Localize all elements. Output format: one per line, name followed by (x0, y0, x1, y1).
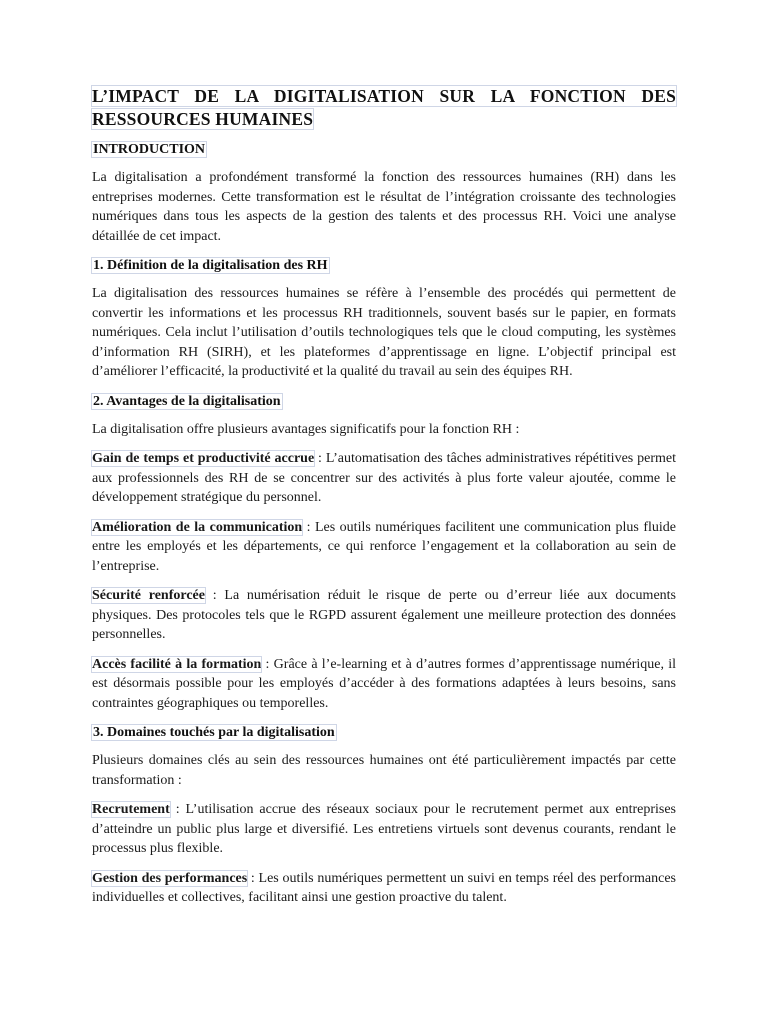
section-1-heading-text: 1. Définition de la digitalisation des RH (93, 258, 328, 273)
section-3-intro: Plusieurs domaines clés au sein des ressources humaines ont été particulièrement impactés par cette transformation : (92, 753, 676, 788)
introduction-paragraph: La digitalisation a profondément transformé la fonction des ressources humaines (RH) dans les entreprises modernes. Cette transformation est le résultat de l’intégration croissante des technologies numériques dans tous les aspects de la gestion des talents et des processus RH. Voici une analyse détaillée de cet impact. (92, 170, 676, 244)
advantage-text: : Grâce à l’e-learning et à d’autres formes d’apprentissage numérique, il est désormais possible pour les employés d’accéder à des formations adaptées à leurs besoins, sans contraintes géographiques ou temporelles. (92, 656, 676, 711)
section-3-heading (92, 723, 676, 742)
introduction-heading-text: INTRODUCTION (93, 142, 206, 157)
advantage-text: : La numérisation réduit le risque de perte ou d’erreur liée aux documents physiques. Des protocoles tels que le RGPD assurent également une meilleure protection des données personnelles. (92, 588, 676, 642)
advantage-text: : Les outils numériques facilitent une communication plus fluide entre les employés et les départements, ce qui renforce l’engagement et la collaboration au sein de l’entreprise. (92, 519, 676, 574)
section-2-intro: La digitalisation offre plusieurs avantages significatifs pour la fonction RH : (92, 421, 520, 437)
domain-term: Recrutement (92, 802, 170, 817)
advantage-item (92, 449, 676, 508)
section-3-heading-text: 3. Domaines touchés par la digitalisation (93, 725, 335, 740)
advantage-term: Amélioration de la communication (92, 519, 303, 535)
domain-item (92, 800, 676, 859)
introduction-heading (92, 140, 676, 159)
section-1-paragraph: La digitalisation des ressources humaines se réfère à l’ensemble des procédés qui permettent de convertir les informations et les processus RH traditionnels, souvent basés sur le papier, en formats numériques. Cela inclut l’utilisation d’outils technologiques tels que le cloud computing, les systèmes d’information RH (SIRH), et les plateformes d’apprentissage en ligne. L’objectif principal est d’améliorer l’efficacité, la productivité et la qualité du travail au sein des équipes RH. (92, 286, 676, 379)
document-title-text: L’IMPACT DE LA DIGITALISATION SUR LA FONCTION DES RESSOURCES HUMAINES (92, 86, 676, 129)
domain-item (92, 869, 676, 908)
section-1-heading (92, 256, 676, 275)
section-2-heading (92, 392, 676, 411)
advantage-item (92, 655, 676, 714)
advantage-term: Gain de temps et productivité accrue (92, 451, 315, 466)
domain-text: : L’utilisation accrue des réseaux sociaux pour le recrutement permet aux entreprises d’atteindre un public plus large et diversifié. Les entretiens virtuels sont devenus courants, rendant le processus plus flexible. (92, 802, 676, 856)
document-title (92, 85, 676, 131)
advantage-item (92, 586, 676, 645)
advantage-item (92, 518, 676, 577)
advantage-term: Sécurité renforcée (92, 588, 205, 603)
advantage-term: Accès facilité à la formation (92, 656, 262, 672)
section-2-heading-text: 2. Avantages de la digitalisation (93, 393, 281, 409)
domain-text: : Les outils numériques permettent un suivi en temps réel des performances individuelles et collectives, facilitant ainsi une gestion proactive du talent. (92, 870, 676, 905)
domain-term: Gestion des performances (92, 870, 248, 886)
advantage-text: : L’automatisation des tâches administratives répétitives permet aux professionnels des RH de se concentrer sur des activités à plus forte valeur ajoutée, comme le développement stratégique du personnel. (92, 451, 676, 505)
